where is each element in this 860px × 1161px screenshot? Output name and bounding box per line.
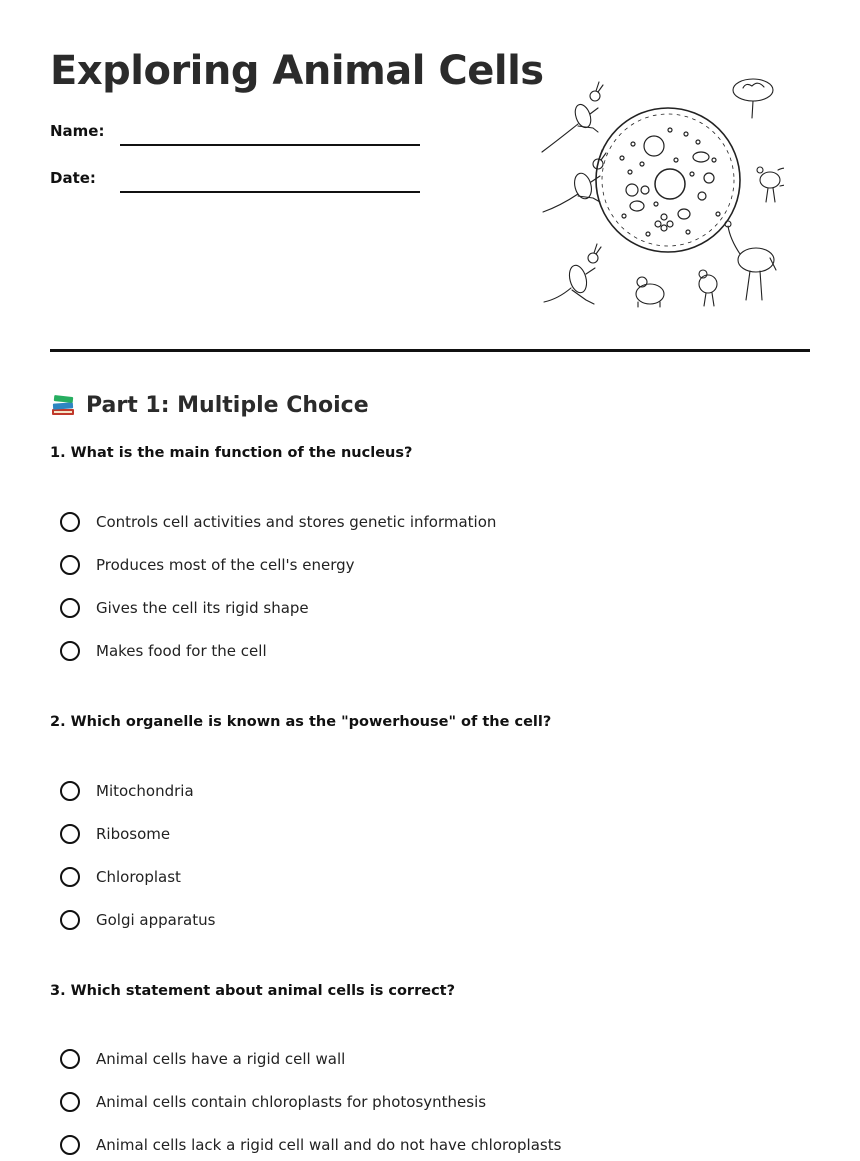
q1-option-a[interactable] bbox=[60, 509, 496, 535]
name-label: Name: bbox=[50, 122, 105, 140]
option-label: Animal cells lack a rigid cell wall and do not have chloroplasts bbox=[96, 1136, 562, 1154]
option-label: Makes food for the cell bbox=[96, 642, 267, 660]
kangaroo-drawing-top bbox=[542, 82, 603, 152]
q2-option-c[interactable] bbox=[60, 864, 181, 890]
option-label: Produces most of the cell's energy bbox=[96, 556, 355, 574]
cell-illustration bbox=[596, 108, 740, 252]
wombat-drawing bbox=[636, 277, 664, 307]
option-label: Ribosome bbox=[96, 825, 171, 843]
small-bird-drawing bbox=[699, 270, 717, 306]
option-label: Golgi apparatus bbox=[96, 911, 216, 929]
date-label: Date: bbox=[50, 169, 96, 187]
date-field[interactable] bbox=[50, 165, 422, 195]
q2-option-a[interactable] bbox=[60, 778, 194, 804]
radio-button[interactable] bbox=[60, 512, 80, 532]
radio-button[interactable] bbox=[60, 781, 80, 801]
option-label: Chloroplast bbox=[96, 868, 181, 886]
tree-drawing bbox=[733, 79, 773, 118]
radio-button[interactable] bbox=[60, 910, 80, 930]
radio-button[interactable] bbox=[60, 641, 80, 661]
q3-option-b[interactable] bbox=[60, 1089, 486, 1115]
radio-button[interactable] bbox=[60, 824, 80, 844]
animal-cell-illustration bbox=[538, 74, 784, 314]
q1-option-b[interactable] bbox=[60, 552, 355, 578]
q1-option-c[interactable] bbox=[60, 595, 309, 621]
name-field[interactable] bbox=[50, 118, 422, 148]
question-3: 3. Which statement about animal cells is correct? bbox=[50, 983, 456, 999]
option-label: Animal cells contain chloroplasts for photosynthesis bbox=[96, 1093, 487, 1111]
q2-option-b[interactable] bbox=[60, 821, 170, 847]
name-line[interactable] bbox=[120, 144, 420, 146]
radio-button[interactable] bbox=[60, 1049, 80, 1069]
q2-option-d[interactable] bbox=[60, 907, 215, 933]
worksheet-title: Exploring Animal Cells bbox=[50, 48, 544, 94]
section-heading bbox=[50, 389, 369, 421]
radio-button[interactable] bbox=[60, 867, 80, 887]
radio-button[interactable] bbox=[60, 555, 80, 575]
radio-button[interactable] bbox=[60, 1135, 80, 1155]
radio-button[interactable] bbox=[60, 598, 80, 618]
question-1: 1. What is the main function of the nucleus? bbox=[50, 445, 413, 461]
question-2: 2. Which organelle is known as the "powerhouse" of the cell? bbox=[50, 714, 552, 730]
option-label: Mitochondria bbox=[96, 782, 194, 800]
section-title: Part 1: Multiple Choice bbox=[86, 392, 369, 418]
emu-drawing bbox=[725, 221, 776, 300]
option-label: Animal cells have a rigid cell wall bbox=[96, 1050, 346, 1068]
radio-button[interactable] bbox=[60, 1092, 80, 1112]
q3-option-c[interactable] bbox=[60, 1132, 561, 1158]
option-label: Controls cell activities and stores genetic information bbox=[96, 513, 497, 531]
date-line[interactable] bbox=[120, 191, 420, 193]
option-label: Gives the cell its rigid shape bbox=[96, 599, 309, 617]
q1-option-d[interactable] bbox=[60, 638, 267, 664]
kangaroo-drawing-bottom bbox=[544, 244, 601, 304]
turkey-drawing bbox=[757, 167, 784, 202]
q3-option-a[interactable] bbox=[60, 1046, 345, 1072]
books-icon bbox=[50, 392, 76, 418]
header-divider bbox=[50, 349, 810, 352]
